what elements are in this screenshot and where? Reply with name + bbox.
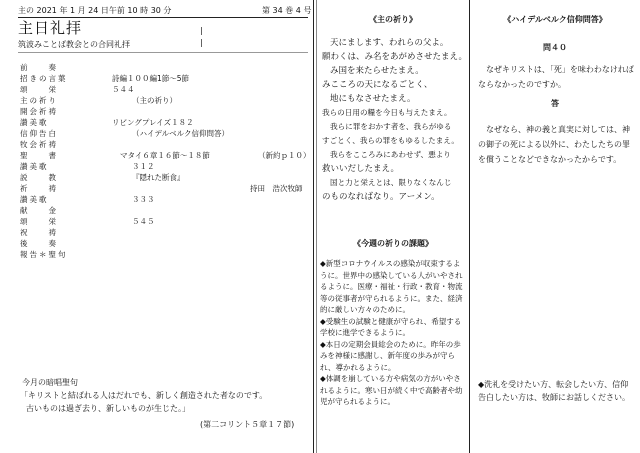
verse-reference: (第二コリント５章１７節) — [200, 420, 295, 429]
prayer-line: 地にもなさせたまえ。 — [330, 94, 416, 104]
answer-heading: 答 — [551, 99, 559, 108]
prayer-points-list — [320, 258, 466, 408]
date-line: 主の 2021 年 1 月 24 日午前 10 時 30 分 — [18, 6, 172, 15]
verse-box — [20, 389, 308, 415]
column-divider-3 — [316, 0, 317, 453]
prayer-line: 国と力と栄えとは、限りなくなんじ — [330, 178, 452, 187]
header-rule-2 — [18, 52, 308, 53]
prayer-line: 我らの日用の糧を今日も与えたまえ。 — [322, 108, 452, 117]
column-divider-2 — [469, 0, 470, 453]
prayer-line: 我らに罪をおかす者を、我らがゆる — [330, 122, 452, 131]
prayer-line: 願わくは、み名をあがめさせたまえ。 — [322, 52, 468, 62]
list-item: ◆受験生の試験と健康が守られ、希望する学校に進学できるように。 — [320, 316, 462, 337]
verse-line: 「キリストと結ばれる人はだれでも、新しく創造された者なのです。 — [20, 391, 268, 400]
lords-prayer-text — [322, 36, 468, 204]
list-item: ◆本日の定期会員総会のために。昨年の歩みを神様に感謝し、新年度の歩みが守られ、導かれるように。 — [320, 339, 461, 372]
baptism-notice: ◆洗礼を受けたい方、転会したい方、信仰告白したい方は、牧師にお話しください。 — [478, 380, 630, 402]
prayer-line: みこころの天になるごとく、 — [322, 80, 433, 90]
verse-line: 古いものは過ぎ去り、新しいものが生じた。」 — [26, 404, 190, 413]
prayer-line: 我らをこころみにあわせず、悪より — [330, 150, 451, 159]
prayer-points-heading: 《今週の祈りの課題》 — [353, 239, 433, 248]
prayer-line: み国を来たらせたまえ。 — [330, 66, 424, 76]
prayer-line: 天にまします、われらの父よ。 — [330, 38, 449, 48]
catechism-answer: なぜなら、神の義と真実に対しては、神の御子の死による以外に、わたしたちの罪を償うことなどできなかったからです。 — [478, 125, 630, 164]
list-item: ◆新型コロナウイルスの感染が収束するように。世界中の感染している人がいやされるように。医療・福祉・行政・教育・物流等の従事者が守られるように。また、経済的に厳しい方々のために。 — [320, 259, 463, 314]
header-rule — [18, 17, 308, 18]
prayer-line: すごとく、我らの罪をもゆるしたまえ。 — [322, 136, 459, 145]
prayer-line: 救いいだしたまえ。 — [322, 164, 400, 174]
verse-heading: 今月の暗唱聖句 — [22, 378, 78, 387]
question-number: 問４０ — [543, 43, 567, 52]
list-item: ◆体調を崩している方や病気の方がいやされるように。寒い日が続く中で高齢者や幼児が守られるように。 — [320, 374, 463, 406]
page-title: 主日礼拝 — [18, 19, 83, 37]
catechism-question: なぜキリストは、「死」を味わわなければならなかったのですか。 — [478, 65, 634, 89]
title-mark-2: | — [200, 38, 203, 47]
page-subtitle: 筑波みことば教会との合同礼拝 — [18, 40, 130, 49]
catechism-heading: 《ハイデルベルク信仰問答》 — [503, 15, 607, 24]
column-divider-1 — [313, 0, 314, 453]
title-mark-1: | — [200, 26, 203, 35]
prayer-line: のものなればなり。アーメン。 — [322, 192, 440, 202]
lords-prayer-heading: 《主の祈り》 — [369, 15, 417, 24]
issue-number: 第 34 巻 4 号 — [262, 6, 312, 15]
